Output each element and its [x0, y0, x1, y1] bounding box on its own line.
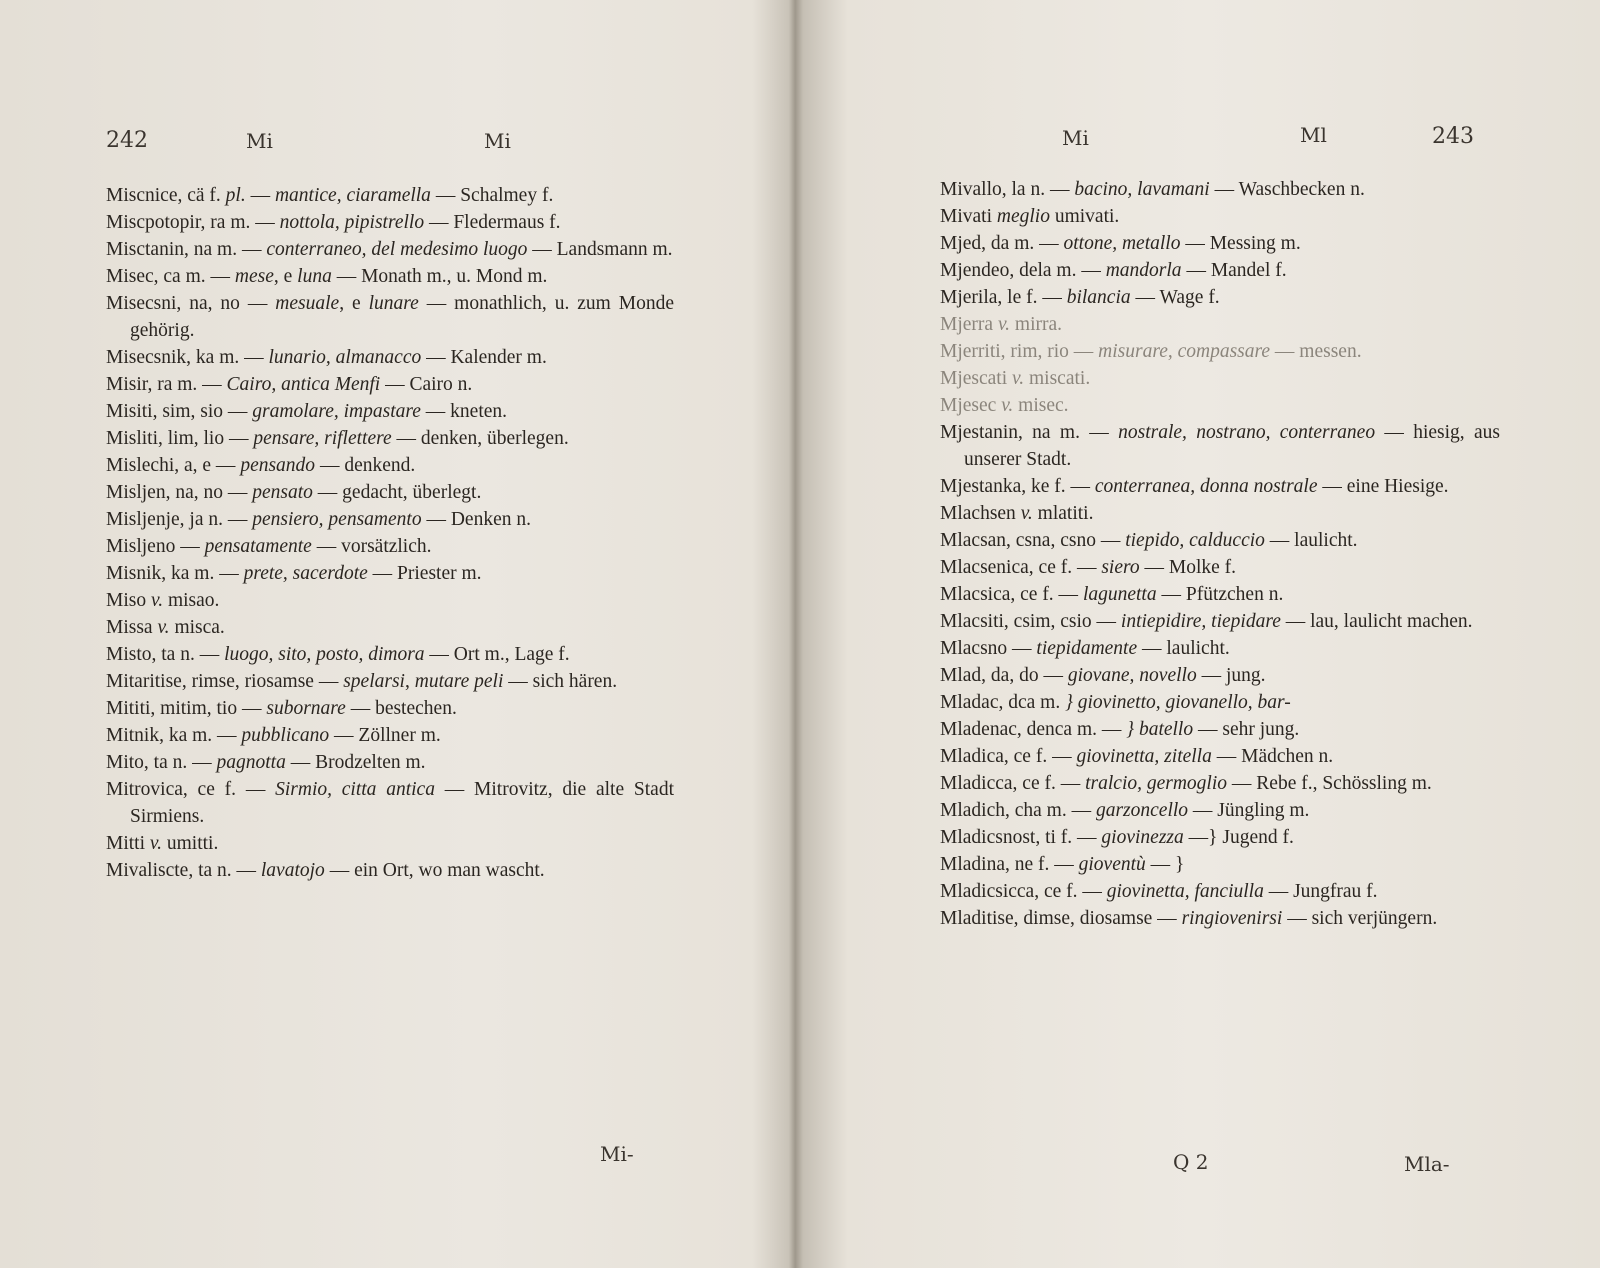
- entry-german-gloss: — Priester m.: [367, 563, 482, 584]
- dictionary-entry: [106, 290, 674, 344]
- entry-headword: Mititi, mitim, tio —: [106, 698, 267, 719]
- entry-italian-gloss: siero: [1101, 557, 1140, 578]
- entry-italian-gloss: meglio: [996, 206, 1050, 227]
- entry-german-gloss: — messen.: [1270, 341, 1362, 362]
- dictionary-entry: [940, 824, 1500, 851]
- entry-headword: Mjendeo, dela m. —: [940, 260, 1106, 281]
- entry-headword: Mlad, da, do —: [940, 665, 1068, 686]
- entry-headword: Misliti, lim, lio —: [106, 428, 254, 449]
- dictionary-entry: [106, 641, 674, 668]
- dictionary-entry: [106, 695, 674, 722]
- entry-german-gloss: — Ort m., Lage f.: [424, 644, 570, 665]
- dictionary-entry: [940, 743, 1500, 770]
- entry-italian-gloss: mese: [234, 266, 274, 287]
- entry-german-gloss: mlatiti.: [1032, 503, 1094, 524]
- entry-headword: Missa: [106, 617, 158, 638]
- dictionary-entry: [106, 425, 674, 452]
- entry-italian-gloss: pensiero, pensamento: [252, 509, 422, 530]
- entry-italian-gloss: gioventù: [1078, 854, 1146, 875]
- entry-italian-gloss: mandorla: [1105, 260, 1182, 281]
- entry-italian-gloss: mesuale: [275, 293, 340, 314]
- entry-german-gloss: — Mädchen n.: [1211, 746, 1334, 767]
- entry-german-gloss: — Mitrovitz, die alte Stadt Sirmiens.: [130, 779, 674, 827]
- entry-headword: Mjed, da m. —: [940, 233, 1064, 254]
- entry-connector: , e: [273, 266, 298, 287]
- entry-german-gloss: — sich hären.: [503, 671, 618, 692]
- entry-headword: Mladicsnost, ti f. —: [940, 827, 1102, 848]
- entry-german-gloss: — laulicht.: [1137, 638, 1230, 659]
- entry-headword: Miscpotopir, ra m. —: [106, 212, 280, 233]
- entry-german-gloss: — Fledermaus f.: [424, 212, 561, 233]
- entry-italian-gloss: } batello: [1126, 719, 1194, 740]
- entry-italian-gloss: pensatamente: [204, 536, 312, 557]
- entry-italian-gloss: pubblicano: [241, 725, 330, 746]
- entry-german-gloss: — vorsätzlich.: [311, 536, 432, 557]
- entry-headword: Misnik, ka m. —: [106, 563, 244, 584]
- entry-headword: Mitnik, ka m. —: [106, 725, 242, 746]
- entry-headword: Mladich, cha m. —: [940, 800, 1096, 821]
- dictionary-entry: [106, 371, 674, 398]
- dictionary-entry: [940, 878, 1500, 905]
- entry-italian-gloss: spelarsi: [343, 671, 405, 692]
- page-number: 243: [1432, 124, 1474, 149]
- dictionary-entry: [106, 236, 674, 263]
- catchword: Mi-: [600, 1142, 634, 1166]
- entry-italian-gloss: v.: [1020, 503, 1033, 524]
- dictionary-entries: [106, 182, 674, 884]
- entry-italian-gloss: lunario, almanacco: [268, 347, 422, 368]
- dictionary-entry: [940, 311, 1500, 338]
- entry-german-gloss: —} Jugend f.: [1183, 827, 1294, 848]
- entry-italian-gloss: lagunetta: [1082, 584, 1157, 605]
- entry-italian-gloss: nostrale, nostrano, conterraneo: [1118, 422, 1376, 443]
- entry-headword: Mjerriti, rim, rio —: [940, 341, 1099, 362]
- entry-headword: Mjerila, le f. —: [940, 287, 1067, 308]
- entry-german-gloss: — Jungfrau f.: [1263, 881, 1378, 902]
- entry-german-gloss: umivati.: [1049, 206, 1120, 227]
- entry-german-gloss: — Zöllner m.: [329, 725, 441, 746]
- entry-german-gloss: — eine Hiesige.: [1317, 476, 1449, 497]
- entry-italian-gloss: v.: [997, 314, 1011, 335]
- left-page: [0, 0, 790, 1268]
- entry-headword: Mladenac, denca m. —: [940, 719, 1127, 740]
- entry-german-gloss: — }: [1145, 854, 1185, 875]
- entry-german-gloss: — laulicht.: [1264, 530, 1358, 551]
- dictionary-entry: [940, 365, 1500, 392]
- dictionary-entry: [106, 209, 674, 236]
- entry-german-gloss: — sehr jung.: [1193, 719, 1300, 740]
- entry-german-gloss: — Schalmey f.: [430, 185, 554, 206]
- dictionary-entry: [940, 527, 1500, 554]
- entry-german-gloss: — Rebe f., Schössling m.: [1227, 773, 1432, 794]
- entry-italian-gloss: v.: [1012, 368, 1025, 389]
- entry-italian-gloss: bacino, lavamani: [1074, 179, 1210, 200]
- entry-german-gloss: — Mandel f.: [1181, 260, 1287, 281]
- dictionary-entry: [940, 905, 1500, 932]
- entry-german-gloss: — Messing m.: [1180, 233, 1301, 254]
- entry-italian-gloss: pagnotta: [216, 752, 286, 773]
- dictionary-entry: [940, 554, 1500, 581]
- entry-headword: Mlacsno —: [940, 638, 1037, 659]
- entry-headword: Mladitise, dimse, diosamse —: [940, 908, 1182, 929]
- dictionary-entry: [106, 776, 674, 830]
- dictionary-entry: [940, 581, 1500, 608]
- entry-headword: Mlacsenica, ce f. —: [940, 557, 1102, 578]
- entry-headword: Mjescati: [940, 368, 1013, 389]
- entry-german-gloss: misca.: [169, 617, 225, 638]
- entry-italian-gloss: lavatojo: [260, 860, 325, 881]
- entry-headword: Misec, ca m. —: [106, 266, 235, 287]
- entry-headword: Mladac, dca m.: [940, 692, 1066, 713]
- entry-headword: Mjestanin, na m. —: [940, 422, 1119, 443]
- dictionary-entry: [940, 338, 1500, 365]
- dictionary-entry: [940, 689, 1500, 716]
- entry-german-gloss: — gedacht, überlegt.: [312, 482, 482, 503]
- dictionary-entry: [940, 419, 1500, 473]
- signature-mark: Q 2: [1173, 1150, 1209, 1174]
- entry-italian-gloss: conterraneo, del medesimo luogo: [266, 239, 528, 260]
- entry-headword: Misto, ta n. —: [106, 644, 225, 665]
- running-head: Ml: [1300, 123, 1327, 147]
- entry-headword: Mivaliscte, ta n. —: [106, 860, 261, 881]
- dictionary-entry: [106, 344, 674, 371]
- dictionary-entry: [106, 263, 674, 290]
- entry-german-gloss: — bestechen.: [345, 698, 457, 719]
- entry-italian-gloss: v.: [149, 833, 162, 854]
- entry-italian-gloss: tralcio, germoglio: [1085, 773, 1228, 794]
- entry-italian-gloss: bilancia: [1066, 287, 1131, 308]
- dictionary-entry: [940, 203, 1500, 230]
- entry-german-gloss: — Molke f.: [1139, 557, 1237, 578]
- entry-headword: Mislechi, a, e —: [106, 455, 241, 476]
- entry-italian-gloss: luna: [297, 266, 332, 287]
- catchword: Mla-: [1404, 1152, 1450, 1176]
- entry-headword: Mlacsan, csna, csno —: [940, 530, 1126, 551]
- entry-italian-gloss: prete, sacerdote: [243, 563, 368, 584]
- entry-headword: Misir, ra m. —: [106, 374, 227, 395]
- dictionary-entry: [106, 857, 674, 884]
- running-head: Mi: [246, 129, 273, 153]
- dictionary-entry: [106, 749, 674, 776]
- entry-italian-gloss: conterranea, donna nostrale: [1094, 476, 1318, 497]
- entry-german-gloss: — denken, überlegen.: [391, 428, 569, 449]
- entry-italian-gloss: giovinetta, zitella: [1076, 746, 1212, 767]
- entry-german-gloss: mirra.: [1010, 314, 1063, 335]
- entry-italian-gloss: pl.: [225, 185, 246, 206]
- running-head: Mi: [1062, 126, 1089, 150]
- entry-german-gloss: — Pfützchen n.: [1156, 584, 1284, 605]
- entry-italian-gloss: ottone, metallo: [1063, 233, 1181, 254]
- entry-headword: Mlacsica, ce f. —: [940, 584, 1083, 605]
- entry-german-gloss: — hiesig, aus unserer Stadt.: [964, 422, 1500, 470]
- dictionary-entry: [940, 500, 1500, 527]
- entry-headword: Misljeno —: [106, 536, 205, 557]
- dictionary-entry: [106, 398, 674, 425]
- entry-headword: Mladicca, ce f. —: [940, 773, 1086, 794]
- entry-german-gloss: — kneten.: [420, 401, 508, 422]
- entry-german-gloss: — Cairo n.: [380, 374, 473, 395]
- entry-german-gloss: — lau, laulicht machen.: [1280, 611, 1473, 632]
- entry-headword: Misljen, na, no —: [106, 482, 253, 503]
- dictionary-entry: [106, 506, 674, 533]
- entry-italian-gloss: luogo, sito, posto, dimora: [224, 644, 425, 665]
- dictionary-entry: [940, 230, 1500, 257]
- entry-german-gloss: — sich verjüngern.: [1282, 908, 1438, 929]
- entry-italian-gloss: Cairo, antica Menfi: [226, 374, 381, 395]
- entry-italian-gloss: subornare: [266, 698, 346, 719]
- entry-headword: Mivati: [940, 206, 997, 227]
- entry-italian-gloss: mantice, ciaramella: [274, 185, 431, 206]
- entry-german-gloss: — ein Ort, wo man wascht.: [324, 860, 545, 881]
- dictionary-entry: [940, 770, 1500, 797]
- entry-italian-gloss: mutare peli: [414, 671, 504, 692]
- entry-headword: Mjesec: [940, 395, 1002, 416]
- dictionary-entry: [940, 662, 1500, 689]
- entry-headword: Mlachsen: [940, 503, 1021, 524]
- entry-german-gloss: umitti.: [161, 833, 219, 854]
- entry-headword: Mjestanka, ke f. —: [940, 476, 1095, 497]
- entry-headword: Misljenje, ja n. —: [106, 509, 253, 530]
- entry-italian-gloss: lunare: [368, 293, 419, 314]
- entry-headword: Mladicsicca, ce f. —: [940, 881, 1107, 902]
- entry-german-gloss: — Brodzelten m.: [285, 752, 426, 773]
- entry-italian-gloss: } giovinetto, giovanello, bar-: [1065, 692, 1291, 713]
- entry-headword: Mladina, ne f. —: [940, 854, 1079, 875]
- entry-headword: Miso: [106, 590, 151, 611]
- dictionary-entry: [940, 797, 1500, 824]
- dictionary-entries: [940, 176, 1500, 932]
- entry-italian-gloss: garzoncello: [1095, 800, 1189, 821]
- entry-italian-gloss: v.: [157, 617, 170, 638]
- entry-german-gloss: — Jüngling m.: [1188, 800, 1310, 821]
- entry-german-gloss: miscati.: [1024, 368, 1091, 389]
- entry-german-gloss: — monathlich, u. zum Monde gehörig.: [130, 293, 674, 341]
- entry-german-gloss: — Denken n.: [421, 509, 531, 530]
- entry-headword: Misiti, sim, sio —: [106, 401, 253, 422]
- entry-italian-gloss: tiepido, calduccio: [1125, 530, 1265, 551]
- dictionary-entry: [106, 182, 674, 209]
- entry-headword: Mjerra: [940, 314, 998, 335]
- dictionary-entry: [106, 533, 674, 560]
- entry-italian-gloss: v.: [1001, 395, 1014, 416]
- dictionary-entry: [940, 284, 1500, 311]
- dictionary-entry: [106, 452, 674, 479]
- dictionary-entry: [940, 176, 1500, 203]
- entry-headword: Mladica, ce f. —: [940, 746, 1077, 767]
- entry-italian-gloss: pensare, riflettere: [253, 428, 392, 449]
- dictionary-entry: [940, 716, 1500, 743]
- dictionary-entry: [106, 479, 674, 506]
- entry-italian-gloss: v.: [150, 590, 164, 611]
- right-page: [800, 0, 1600, 1268]
- entry-headword: Mitti: [106, 833, 150, 854]
- entry-headword: Mitaritise, rimse, riosamse —: [106, 671, 344, 692]
- dictionary-entry: [940, 392, 1500, 419]
- dictionary-entry: [106, 587, 674, 614]
- dictionary-entry: [940, 608, 1500, 635]
- entry-headword: Mivallo, la n. —: [940, 179, 1075, 200]
- entry-italian-gloss: giovane, novello: [1067, 665, 1197, 686]
- running-head: Mi: [484, 129, 511, 153]
- entry-connector: ,: [404, 671, 415, 692]
- page-number: 242: [106, 128, 148, 153]
- entry-italian-gloss: giovinetta, fanciulla: [1106, 881, 1264, 902]
- entry-headword: Misecsni, na, no —: [106, 293, 276, 314]
- entry-italian-gloss: giovinezza: [1101, 827, 1184, 848]
- entry-italian-gloss: ringiovenirsi: [1181, 908, 1283, 929]
- entry-german-gloss: — Kalender m.: [421, 347, 547, 368]
- entry-german-gloss: — Wage f.: [1130, 287, 1220, 308]
- dictionary-entry: [940, 851, 1500, 878]
- entry-german-gloss: — Monath m., u. Mond m.: [331, 266, 548, 287]
- entry-german-gloss: — denkend.: [315, 455, 416, 476]
- entry-german-gloss: — Waschbecken n.: [1209, 179, 1365, 200]
- dictionary-entry: [940, 635, 1500, 662]
- entry-headword: Misecsnik, ka m. —: [106, 347, 269, 368]
- dictionary-entry: [106, 830, 674, 857]
- entry-headword: Miscnice, cä f.: [106, 185, 226, 206]
- entry-italian-gloss: gramolare, impastare: [252, 401, 421, 422]
- entry-italian-gloss: pensato: [252, 482, 313, 503]
- entry-headword: Mlacsiti, csim, csio —: [940, 611, 1121, 632]
- entry-german-gloss: misao.: [163, 590, 220, 611]
- entry-italian-gloss: nottola, pipistrello: [279, 212, 425, 233]
- entry-headword: Misctanin, na m. —: [106, 239, 267, 260]
- entry-italian-gloss: intiepidire, tiepidare: [1120, 611, 1281, 632]
- dictionary-entry: [940, 257, 1500, 284]
- entry-headword: Mitrovica, ce f. —: [106, 779, 276, 800]
- dictionary-entry: [106, 614, 674, 641]
- dictionary-entry: [106, 560, 674, 587]
- entry-headword: Mito, ta n. —: [106, 752, 217, 773]
- entry-italian-gloss: misurare, compassare: [1098, 341, 1271, 362]
- dictionary-entry: [106, 722, 674, 749]
- entry-german-gloss: — jung.: [1196, 665, 1266, 686]
- entry-connector: —: [245, 185, 275, 206]
- entry-connector: , e: [339, 293, 369, 314]
- entry-german-gloss: misec.: [1013, 395, 1069, 416]
- dictionary-entry: [940, 473, 1500, 500]
- entry-italian-gloss: pensando: [240, 455, 316, 476]
- dictionary-entry: [106, 668, 674, 695]
- entry-german-gloss: — Landsmann m.: [527, 239, 673, 260]
- entry-italian-gloss: tiepidamente: [1036, 638, 1138, 659]
- entry-italian-gloss: Sirmio, citta antica: [275, 779, 435, 800]
